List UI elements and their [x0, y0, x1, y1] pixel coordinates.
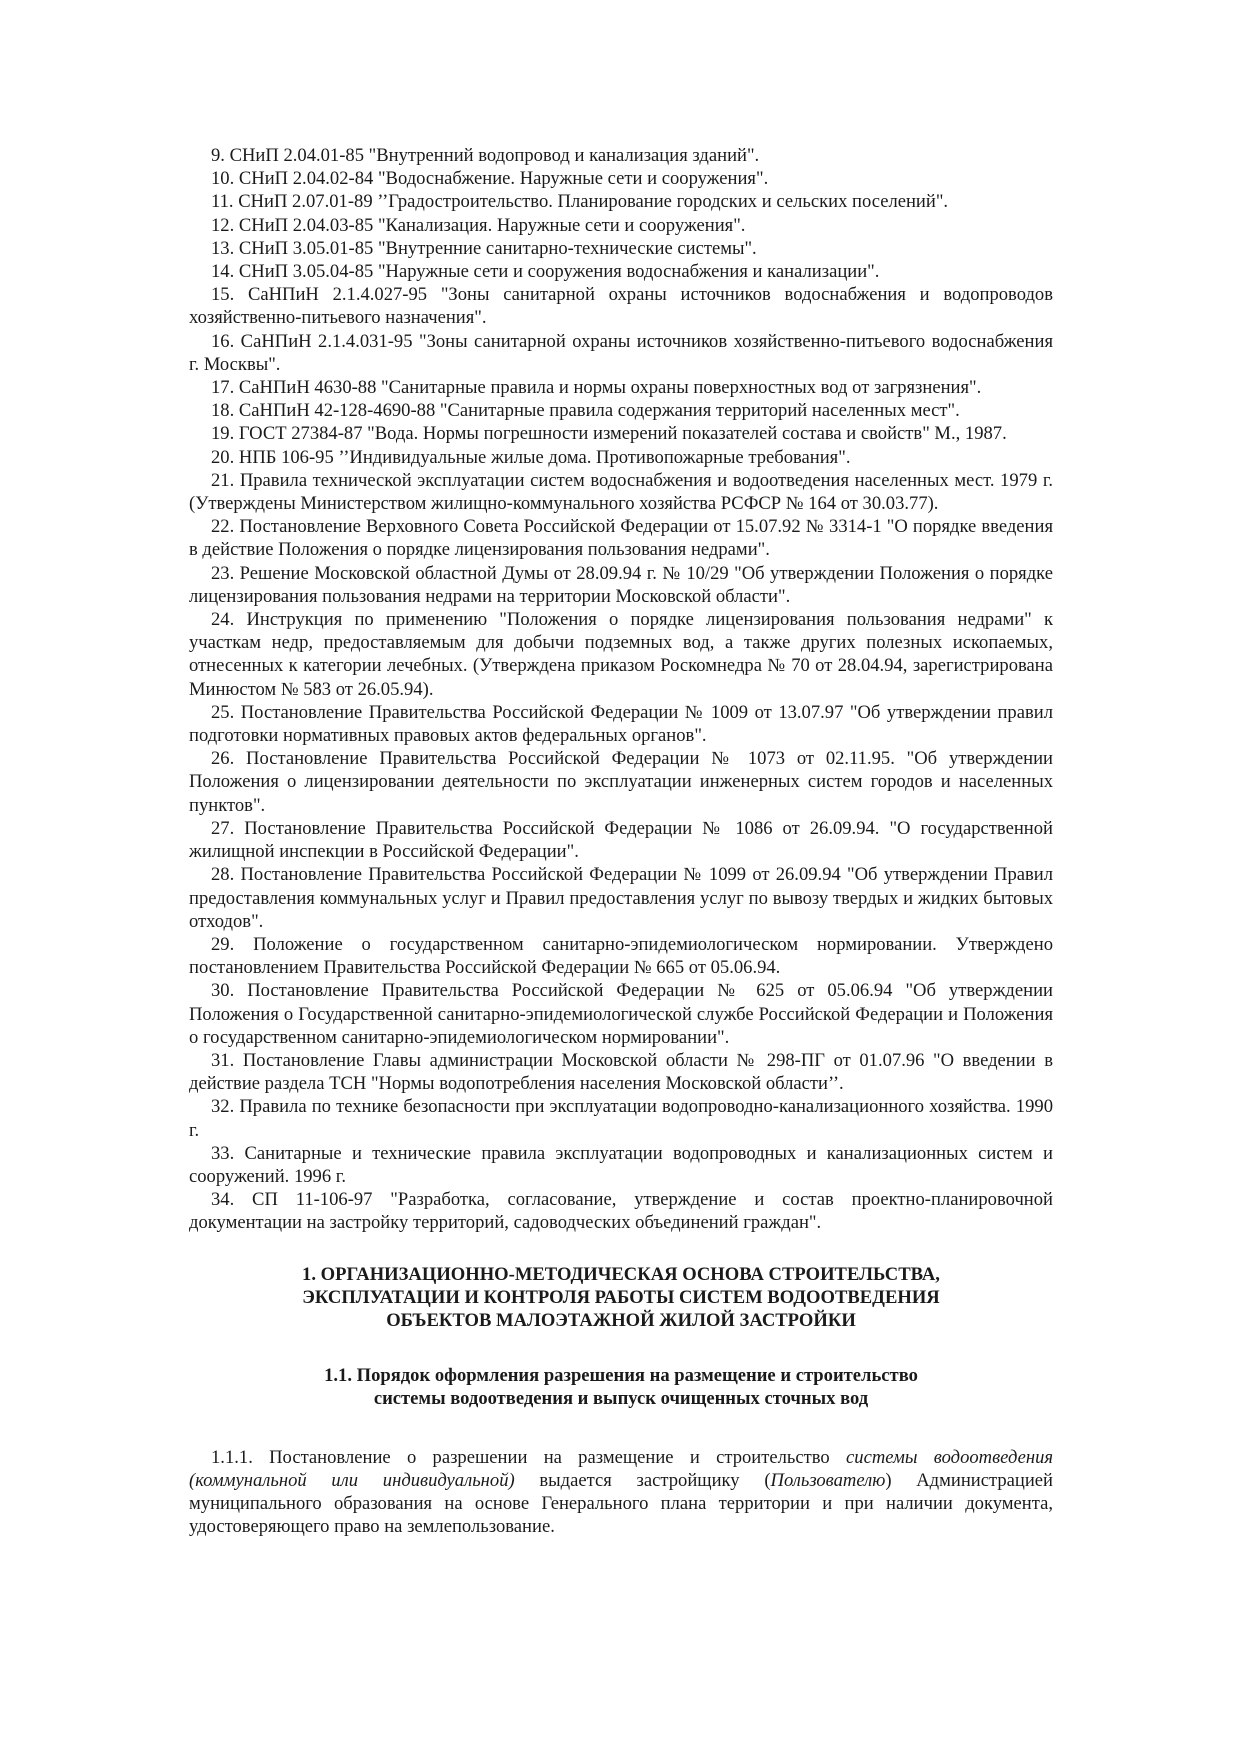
reference-item: 19. ГОСТ 27384-87 "Вода. Нормы погрешности измерений показателей состава и свойств" М., 1987. [211, 423, 1007, 445]
reference-item: 18. СаНПиН 42-128-4690-88 "Санитарные правила содержания территорий населенных мест". [211, 400, 960, 422]
subsection-heading-line: системы водоотведения и выпуск очищенных сточных вод [373, 1388, 869, 1410]
paragraph-text: ) Администрацией муниципального образования на основе Генерального плана территории и при наличии документа, удостоверяющего право на землепользование. [189, 1469, 1054, 1538]
reference-item: 30. Постановление Правительства Российской Федерации № 625 от 05.06.94 "Об утверждении Положения о Государственной санитарно-эпидемиологической службе Российской Федерации и Положения о государственном санитарно-эпидемиологическом нормировании". [189, 980, 1053, 1048]
reference-item: 23. Решение Московской областной Думы от 28.09.94 г. № 10/29 "Об утверждении Положения о порядке лицензирования пользования недрами на территории Московской области". [189, 562, 1053, 607]
subsection-heading [189, 1364, 1053, 1410]
reference-item: 25. Постановление Правительства Российской Федерации № 1009 от 13.07.97 "Об утверждении правил подготовки нормативных правовых актов федеральных органов". [189, 701, 1053, 747]
reference-item: 9. СНиП 2.04.01-85 "Внутренний водопровод и канализация зданий". [211, 145, 760, 166]
paragraph-text: выдается застройщику ( [514, 1469, 771, 1491]
reference-item: 34. СП 11-106-97 "Разработка, согласование, утверждение и состав проектно-планировочной документации на застройку территорий, садоводческих объединений граждан". [189, 1189, 1053, 1234]
reference-item: 14. СНиП 3.05.04-85 "Наружные сети и сооружения водоснабжения и канализации". [211, 261, 880, 283]
reference-item: 28. Постановление Правительства Российской Федерации № 1099 от 26.09.94 "Об утверждении Правил предоставления коммунальных услуг и Правил предоставления услуг по вывозу твердых и жидких бытовых отходов". [189, 864, 1053, 932]
reference-item: 16. СаНПиН 2.1.4.031-95 "Зоны санитарной охраны источников хозяйственно-питьевого водоснабжения г. Москвы". [189, 330, 1053, 375]
reference-item: 21. Правила технической эксплуатации систем водоснабжения и водоотведения населенных мест. 1979 г. (Утверждены Министерством жилищно-коммунального хозяйства РСФСР № 164 от 30.03.77). [189, 469, 1053, 515]
reference-item: 27. Постановление Правительства Российской Федерации № 1086 от 26.09.94. "О государственной жилищной инспекции в Российской Федерации". [189, 817, 1053, 863]
section-heading-line: ЭКСПЛУАТАЦИИ И КОНТРОЛЯ РАБОТЫ СИСТЕМ ВОДООТВЕДЕНИЯ [302, 1286, 940, 1308]
reference-item: 15. СаНПиН 2.1.4.027-95 "Зоны санитарной охраны источников водоснабжения и водопроводов хозяйственно-питьевого назначения". [189, 284, 1053, 329]
reference-item: 13. СНиП 3.05.01-85 "Внутренние санитарно-технические системы". [211, 237, 757, 259]
section-heading-line: ОБЪЕКТОВ МАЛОЭТАЖНОЙ ЖИЛОЙ ЗАСТРОЙКИ [386, 1309, 856, 1331]
reference-item: 20. НПБ 106-95 ’’Индивидуальные жилые дома. Противопожарные требования". [211, 446, 851, 468]
reference-item: 17. СаНПиН 4630-88 "Санитарные правила и нормы охраны поверхностных вод от загрязнения". [211, 377, 982, 399]
subsection-heading-line: 1.1. Порядок оформления разрешения на размещение и строительство [324, 1365, 918, 1387]
paragraph-text: 1.1.1. Постановление о разрешении на размещение и строительство [211, 1446, 847, 1468]
reference-item: 32. Правила по технике безопасности при эксплуатации водопроводно-канализационного хозяйства. 1990 г. [189, 1096, 1053, 1141]
paragraph-italic-text: системы водоотведения (коммунальной или индивидуальной) [189, 1446, 1054, 1491]
body-paragraph [189, 1446, 1053, 1539]
reference-item: 29. Положение о государственном санитарно-эпидемиологическом нормировании. Утверждено постановлением Правительства Российской Федерации № 665 от 05.06.94. [189, 933, 1053, 979]
reference-item: 12. СНиП 2.04.03-85 "Канализация. Наружные сети и сооружения". [211, 214, 746, 236]
reference-item: 10. СНиП 2.04.02-84 "Водоснабжение. Наружные сети и сооружения". [211, 168, 769, 190]
reference-item: 26. Постановление Правительства Российской Федерации № 1073 от 02.11.95. "Об утверждении Положения о лицензировании деятельности по эксплуатации инженерных систем городов и населенных пунктов". [189, 748, 1053, 816]
section-heading [189, 1263, 1053, 1333]
reference-item: 24. Инструкция по применению "Положения о порядке лицензирования пользования недрами" к участкам недр, предоставляемым для добычи подземных вод, а также других полезных ископаемых, отнесенных к категории лечебных. (Утверждена приказом Роскомнедра № 70 от 28.04.94, зарегистрирована Минюстом № 583 от 26.05.94). [189, 609, 1053, 700]
section-heading-line: 1. ОРГАНИЗАЦИОННО-МЕТОДИЧЕСКАЯ ОСНОВА СТРОИТЕЛЬСТВА, [302, 1263, 940, 1285]
references-list [189, 144, 1053, 1235]
paragraph-italic-text: Пользователю [770, 1469, 886, 1491]
reference-item: 31. Постановление Главы администрации Московской области № 298-ПГ от 01.07.96 "О введении в действие раздела ТСН "Нормы водопотребления населения Московской области’’. [189, 1049, 1053, 1095]
reference-item: 22. Постановление Верховного Совета Российской Федерации от 15.07.92 № 3314-1 "О порядке введения в действие Положения о порядке лицензирования пользования недрами". [189, 516, 1053, 561]
reference-item: 33. Санитарные и технические правила эксплуатации водопроводных и канализационных систем и сооружений. 1996 г. [189, 1142, 1053, 1187]
reference-item: 11. СНиП 2.07.01-89 ’’Градостроительство. Планирование городских и сельских поселений". [211, 191, 949, 213]
document-page [189, 144, 1053, 1538]
